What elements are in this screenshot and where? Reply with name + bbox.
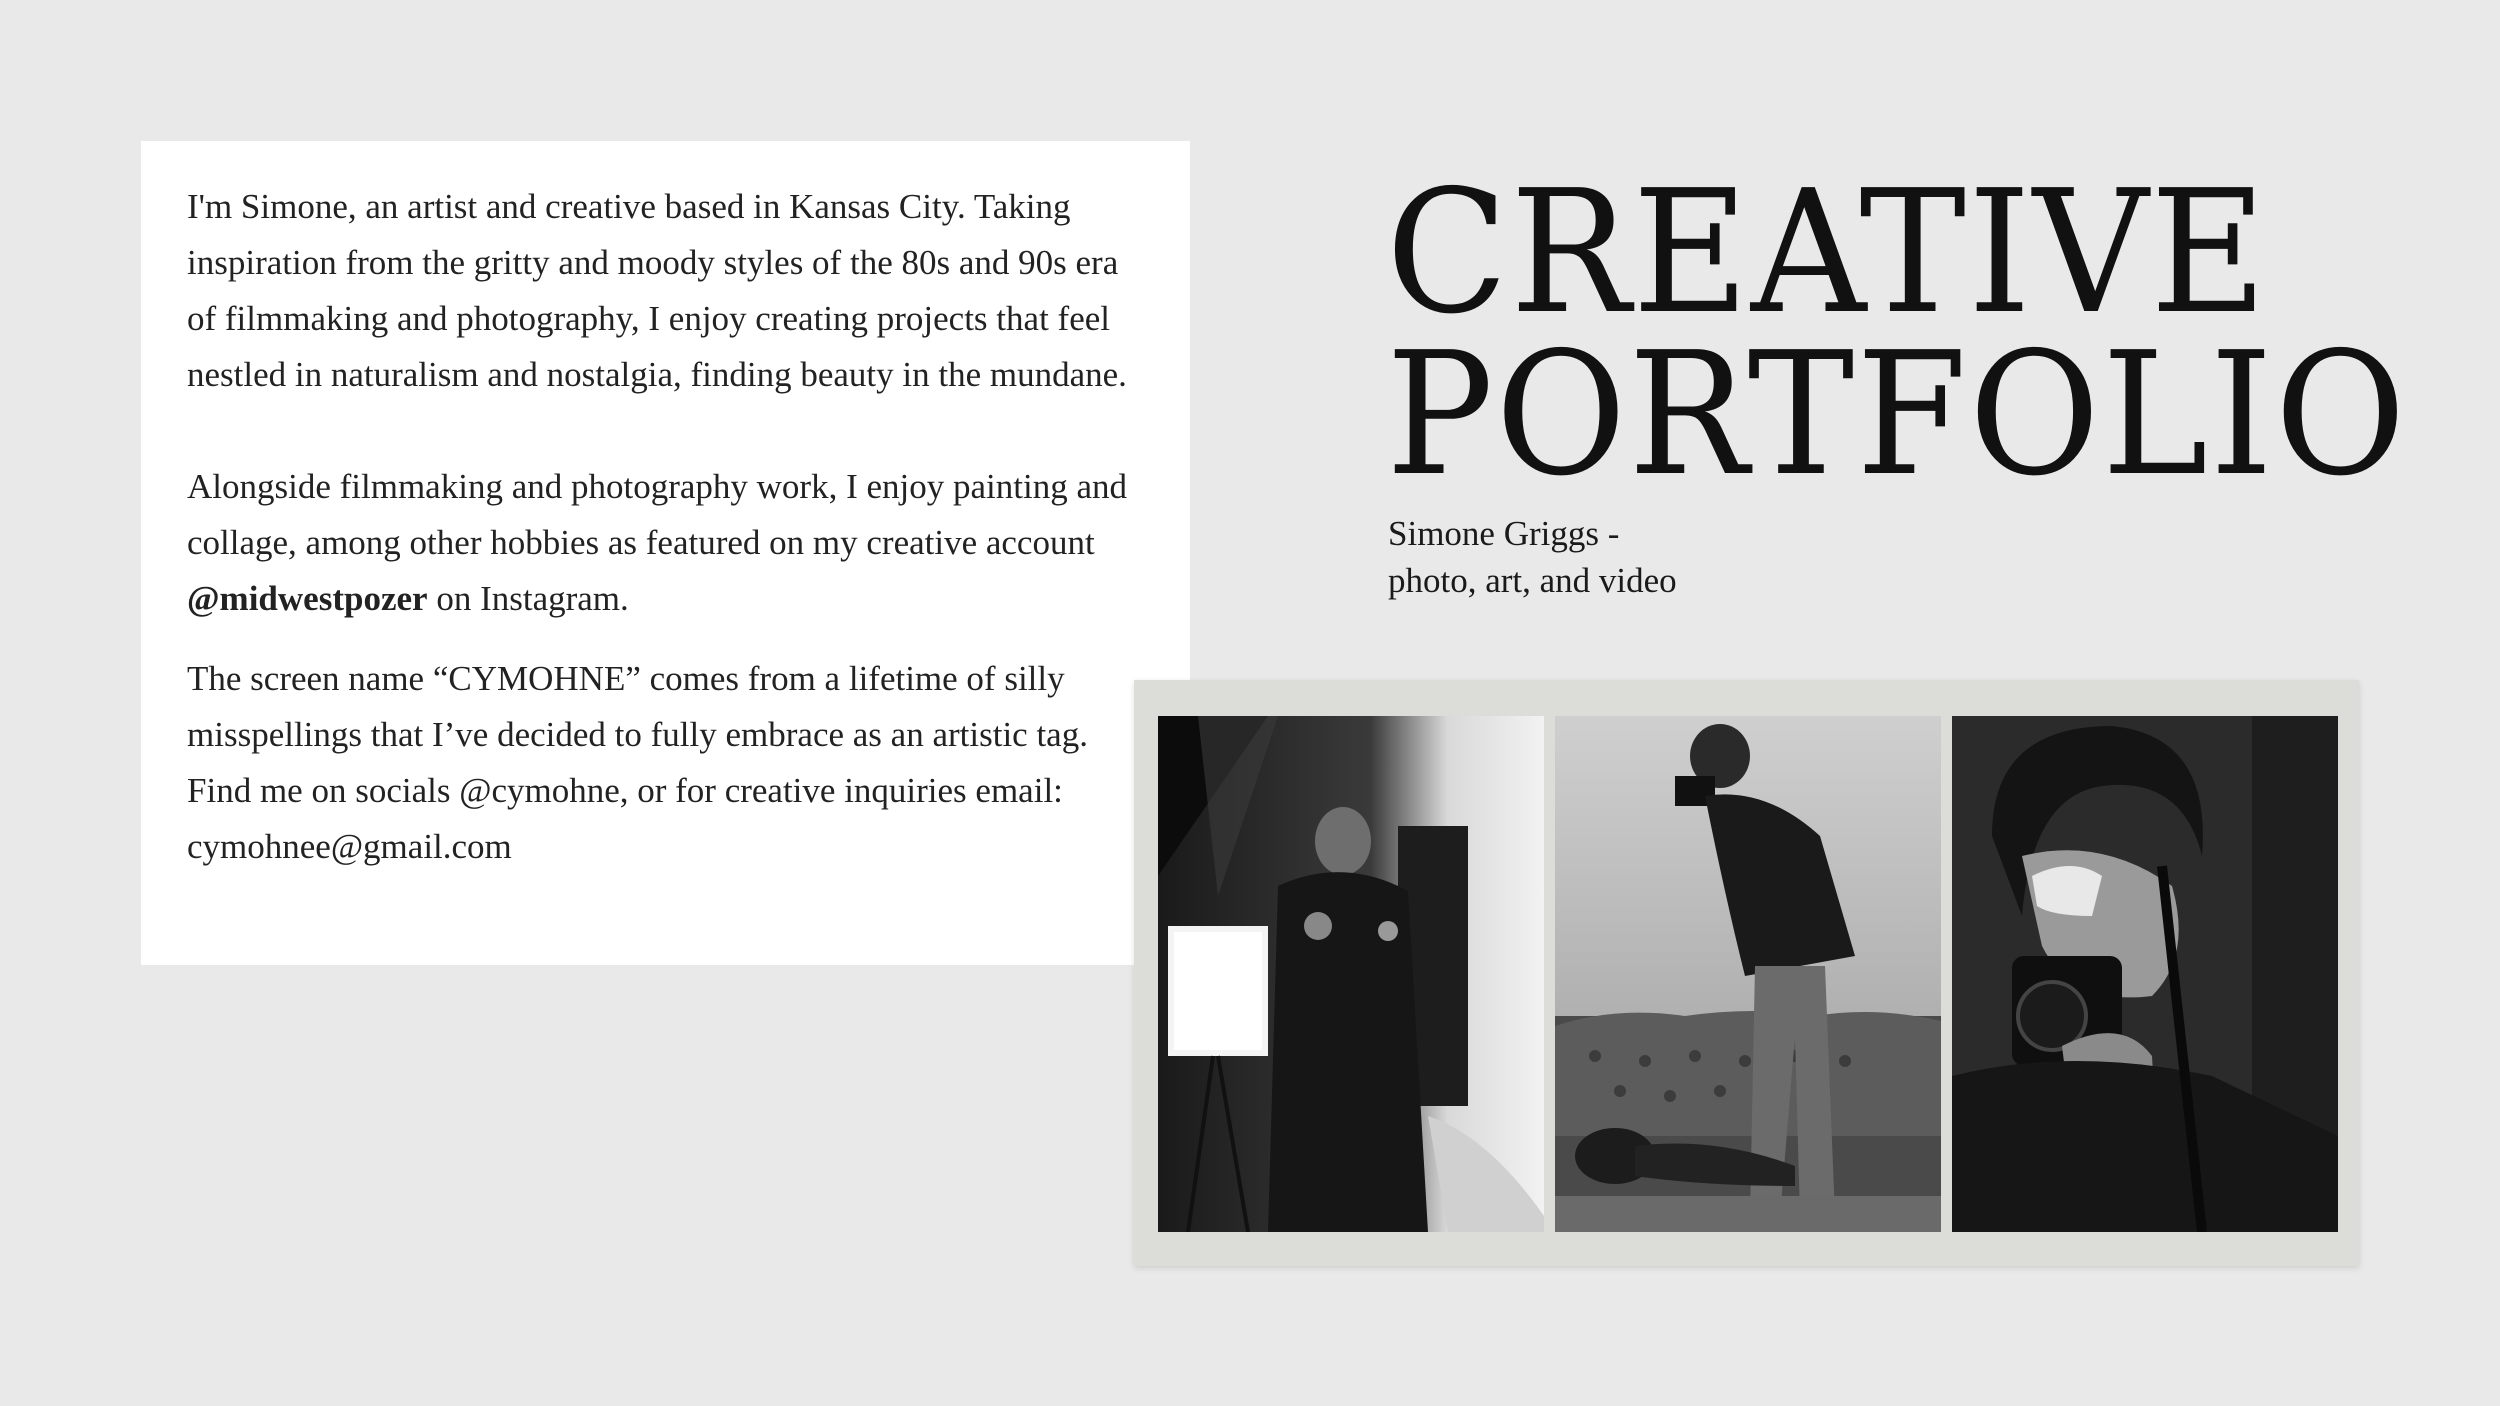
photo-strip (1134, 680, 2359, 1266)
photo-studio-light-image (1158, 716, 1544, 1232)
bio-paragraph-intro: I'm Simone, an artist and creative based in Kansas City. Taking inspiration from the gritty and moody styles of the 80s and 90s era of filmmaking and photography, I enjoy creating projects that feel nestled in naturalism and nostalgia, finding beauty in the mundane. (187, 187, 1127, 394)
subtitle (1388, 510, 1677, 604)
bio-hobbies-text: Alongside filmmaking and photography work, I enjoy painting and collage, among other hobbies as featured on my creative account (187, 467, 1127, 562)
subtitle-description: photo, art, and video (1388, 561, 1677, 600)
photo-camera-closeup-image (1952, 716, 2338, 1232)
title-line-2: PORTFOLIO (1386, 316, 2408, 514)
subtitle-name: Simone Griggs - (1388, 514, 1620, 553)
bio-card (141, 141, 1190, 965)
bio-paragraph-screen-name: The screen name “CYMOHNE” comes from a lifetime of silly misspellings that I’ve decided to fully embrace as an artistic tag. Find me on socials @cymohne, or for creative inquiries email: cymohnee@gmail.com (187, 659, 1088, 866)
title-line-1: CREATIVE (1386, 154, 2269, 352)
photo-studio-light (1158, 716, 1544, 1232)
photo-couch-scene-image (1555, 716, 1941, 1232)
photo-camera-closeup (1952, 716, 2338, 1232)
page-title (1386, 154, 2408, 514)
bio-paragraph-hobbies (187, 459, 1144, 627)
instagram-handle: @midwestpozer (187, 579, 428, 618)
bio-hobbies-tail: on Instagram. (427, 579, 629, 618)
photo-couch-scene (1555, 716, 1941, 1232)
